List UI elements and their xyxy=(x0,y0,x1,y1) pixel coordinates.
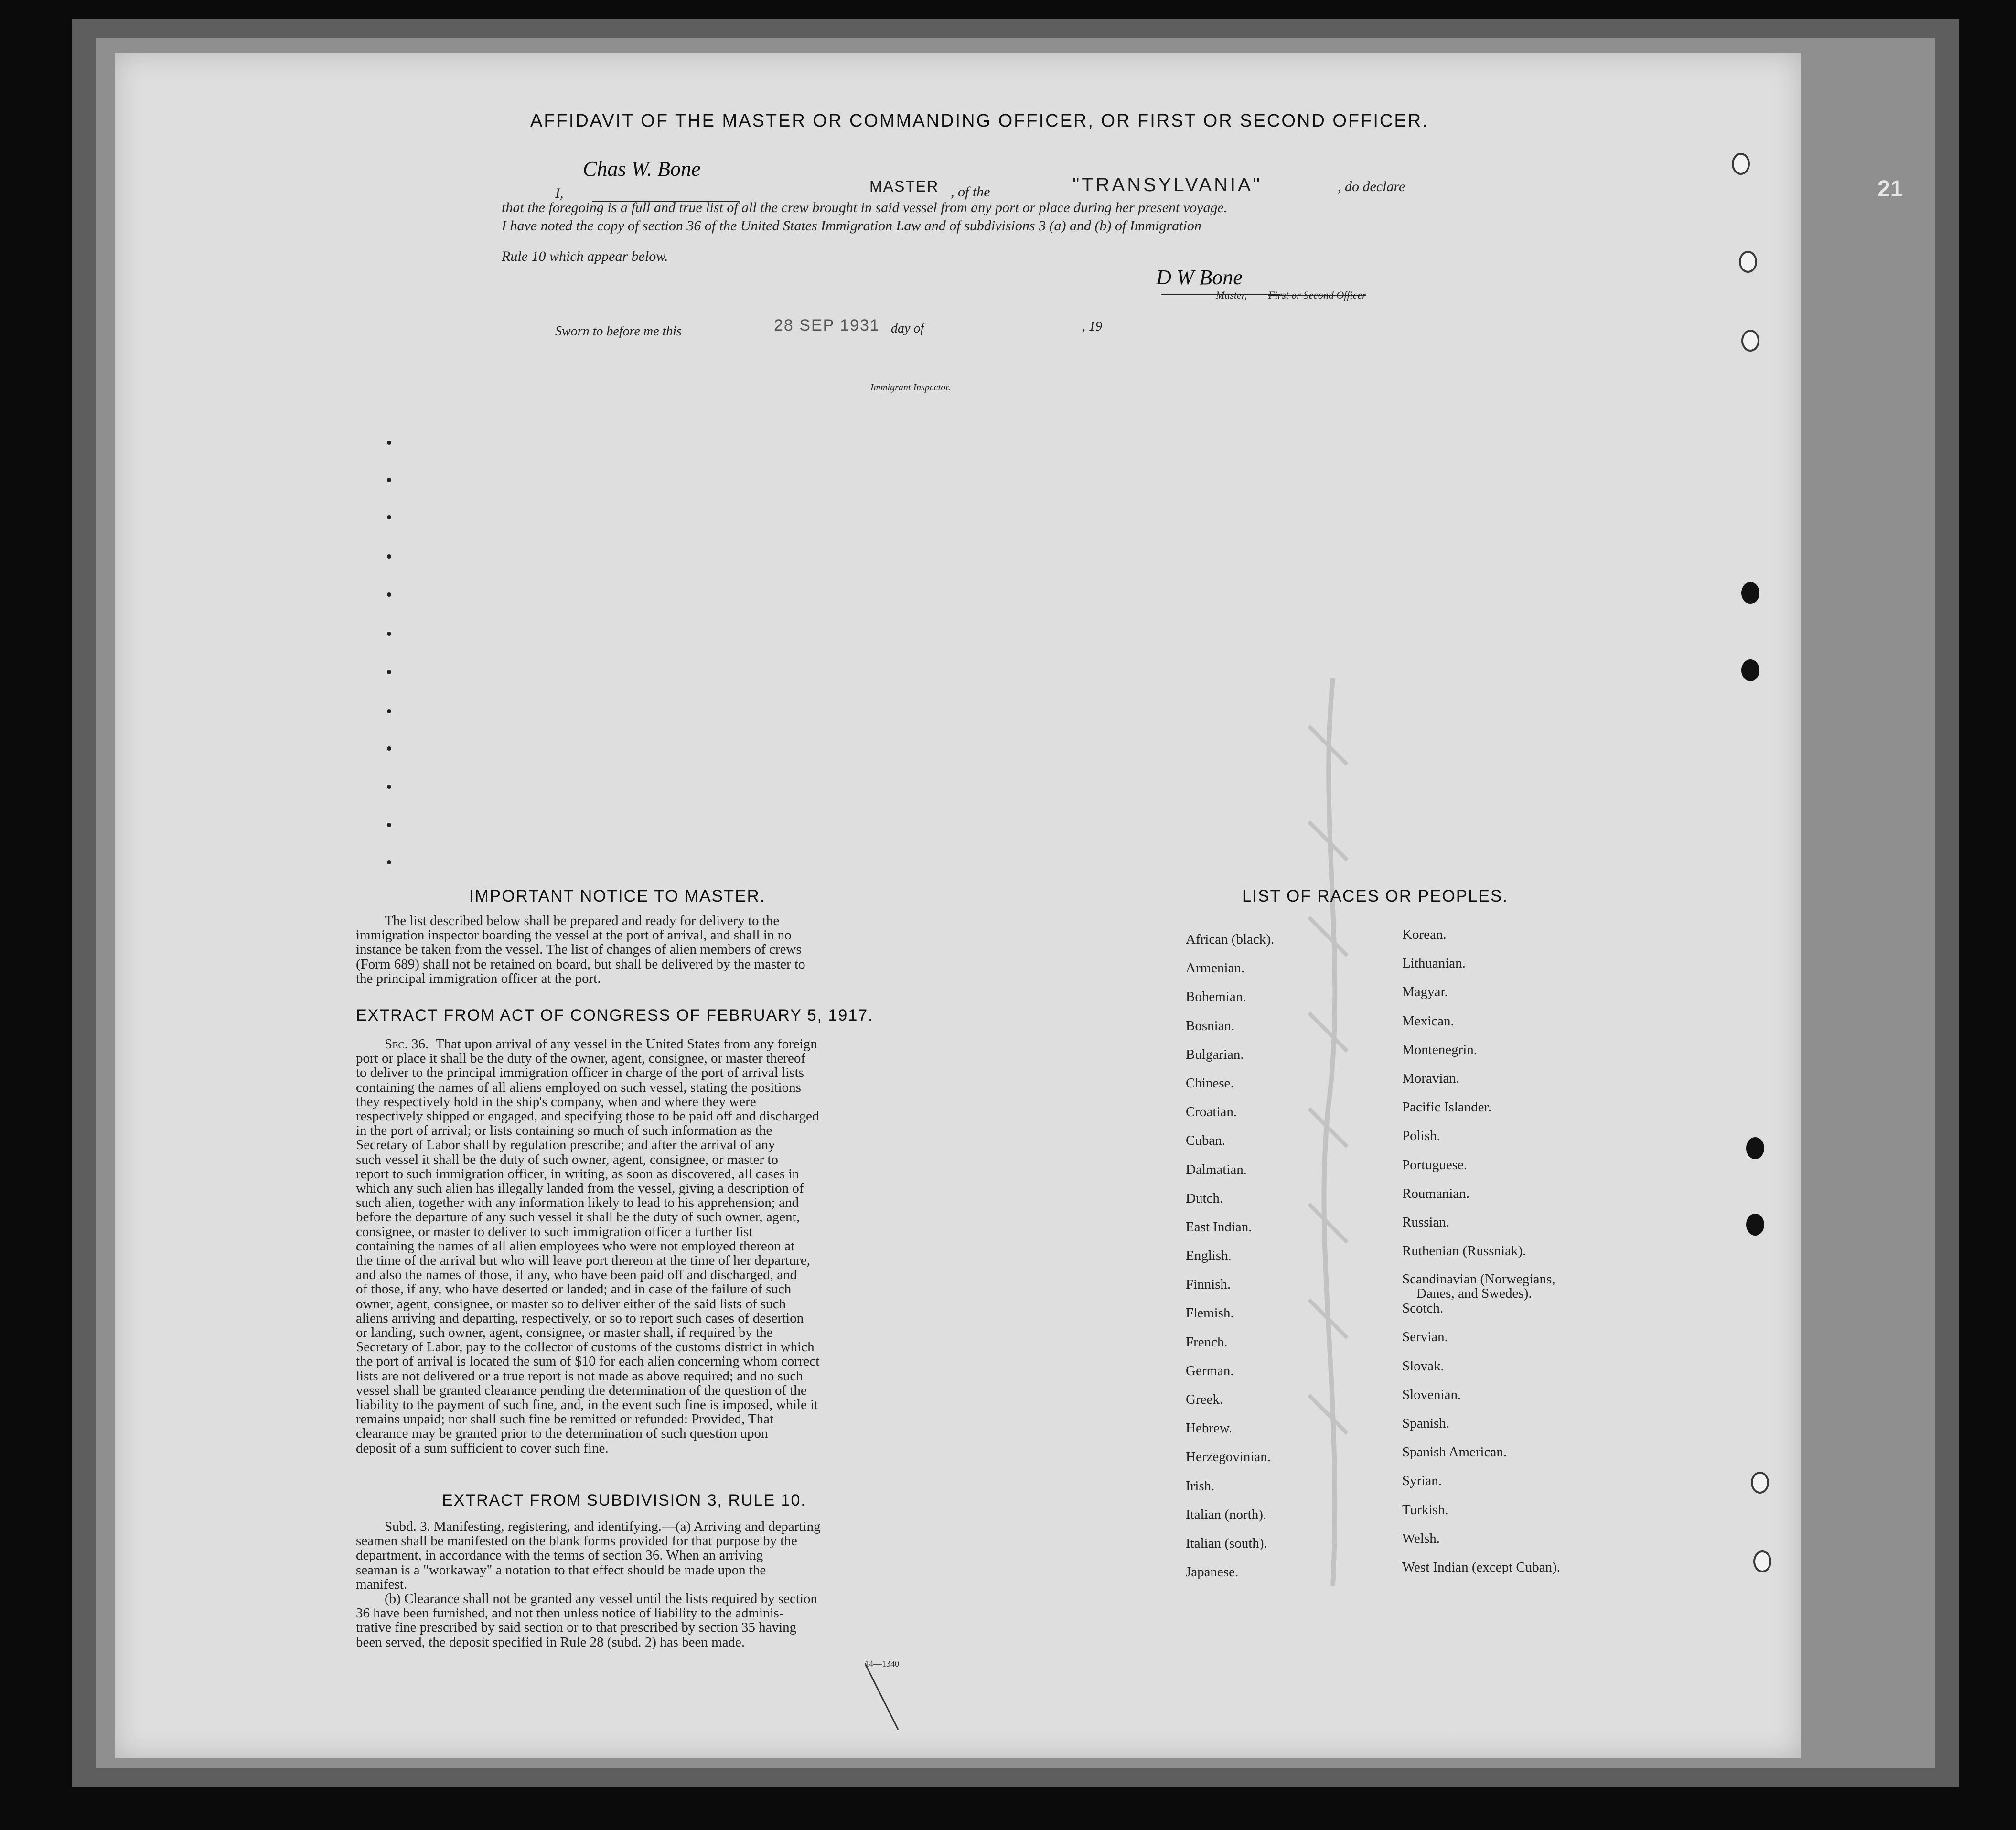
race-item: Ruthenian (Russniak). xyxy=(1402,1243,1526,1259)
notice-body xyxy=(356,914,917,986)
row-dot xyxy=(387,860,391,864)
row-dot xyxy=(387,746,391,751)
act-line: aliens arriving and departing, respectively, or so to report such cases of desertion xyxy=(356,1310,804,1326)
race-item: Servian. xyxy=(1402,1329,1448,1345)
row-dot xyxy=(387,823,391,827)
act-line: which any such alien has illegally landed from the vessel, giving a description of xyxy=(356,1181,804,1196)
race-item: Turkish. xyxy=(1402,1502,1448,1518)
act-line: in the port of arrival; or lists containing so much of such information as the xyxy=(356,1123,772,1139)
extract-rule-body xyxy=(356,1519,917,1649)
rule-line: seaman is a "workaway" a notation to that effect should be made upon the xyxy=(356,1562,766,1578)
act-line: lists are not delivered or a true report is not made as above required; and no such xyxy=(356,1368,803,1384)
act-line: Secretary of Labor shall by regulation prescribe; and after the arrival of any xyxy=(356,1137,775,1153)
master-signature: Chas W. Bone xyxy=(583,157,701,181)
day-of-text: day of xyxy=(891,321,924,336)
act-line: such vessel it shall be the duty of such owner, agent, consignee, or master to xyxy=(356,1152,778,1167)
notice-line: immigration inspector boarding the vessel at the port of arrival, and shall in no xyxy=(356,927,792,943)
ship-name: "TRANSYLVANIA" xyxy=(1072,174,1262,195)
race-item: Scandinavian (Norwegians, xyxy=(1402,1271,1555,1287)
race-item: Bulgarian. xyxy=(1186,1046,1244,1062)
race-item: Italian (south). xyxy=(1186,1535,1267,1551)
rule-line: manifest. xyxy=(356,1576,407,1592)
race-item: Polish. xyxy=(1402,1128,1440,1144)
year-text: , 19 xyxy=(1082,319,1102,334)
affidavit-line-2: that the foregoing is a full and true list of all the crew brought in said vessel from any port or place during her present voyage. xyxy=(502,200,1228,215)
race-item: Irish. xyxy=(1186,1478,1215,1494)
races-left-column xyxy=(1186,932,1274,1593)
punch-hole xyxy=(1741,582,1759,604)
act-line: clearance may be granted prior to the determination of such question upon xyxy=(356,1426,768,1442)
act-line: they respectively hold in the ship's company, when and where they were xyxy=(356,1094,756,1109)
notice-title: IMPORTANT NOTICE TO MASTER. xyxy=(469,887,766,905)
row-dot xyxy=(387,670,391,674)
race-item: Armenian. xyxy=(1186,960,1245,976)
punch-hole xyxy=(1746,1137,1764,1159)
row-dot xyxy=(387,709,391,713)
race-item: Spanish. xyxy=(1402,1416,1450,1431)
act-line: remains unpaid; nor shall such fine be remitted or refunded: Provided, That xyxy=(356,1411,774,1427)
extract-act-body xyxy=(356,1037,917,1455)
rule-line: seamen shall be manifested on the blank forms provided for that purpose by the xyxy=(356,1533,797,1549)
race-item: Spanish American. xyxy=(1402,1444,1507,1460)
race-item: Moravian. xyxy=(1402,1070,1459,1086)
act-line: consignee, or master to deliver to such immigration officer a further list xyxy=(356,1224,753,1239)
act-line: or landing, such owner, agent, consignee, or master shall, if required by the xyxy=(356,1325,773,1341)
notice-line: (Form 689) shall not be retained on board, but shall be delivered by the master to xyxy=(356,956,805,972)
race-item: Scotch. xyxy=(1402,1301,1444,1316)
act-line: deposit of a sum sufficient to cover such fine. xyxy=(356,1440,609,1456)
extract-rule-title: EXTRACT FROM SUBDIVISION 3, RULE 10. xyxy=(442,1491,806,1509)
affidavit-line-4: Rule 10 which appear below. xyxy=(502,248,668,264)
officer-signature: D W Bone xyxy=(1156,266,1243,289)
race-item: Bosnian. xyxy=(1186,1018,1235,1033)
pen-stroke xyxy=(865,1663,903,1734)
section-label: Sec. 36. xyxy=(385,1036,429,1052)
row-dot xyxy=(387,515,391,519)
footer-note: is punishable by a fine of Ten Dollars for each alien. See other side. xyxy=(1333,1726,1591,1737)
do-declare-text: , do declare xyxy=(1338,179,1405,194)
row-dot xyxy=(387,554,391,559)
act-line: That upon arrival of any vessel in the United States from any foreign xyxy=(435,1036,817,1052)
race-item: Finnish. xyxy=(1186,1277,1231,1292)
notice-line: instance be taken from the vessel. The list of changes of alien members of crews xyxy=(356,942,802,958)
act-line: of those, if any, who have deserted or landed; and in case of the failure of such xyxy=(356,1281,792,1297)
act-line: containing the names of all alien employees who were not employed thereon at xyxy=(356,1238,795,1254)
extract-act-title: EXTRACT FROM ACT OF CONGRESS OF FEBRUARY 5, 1917. xyxy=(356,1006,874,1024)
race-item: Pacific Islander. xyxy=(1402,1099,1491,1115)
row-dot xyxy=(387,592,391,597)
act-line: liability to the payment of such fine, and, in the event such fine is imposed, while it xyxy=(356,1397,818,1413)
punch-hole xyxy=(1751,1472,1769,1494)
race-item: East Indian. xyxy=(1186,1219,1252,1235)
race-item: West Indian (except Cuban). xyxy=(1402,1559,1561,1575)
race-item: French. xyxy=(1186,1334,1228,1350)
rule-line: 36 have been furnished, and not then unless notice of liability to the adminis- xyxy=(356,1605,784,1621)
row-dot xyxy=(387,478,391,482)
race-item: Montenegrin. xyxy=(1402,1042,1478,1057)
act-line: Secretary of Labor, pay to the collector of customs of the customs district in which xyxy=(356,1339,815,1355)
affidavit-line-3: I have noted the copy of section 36 of the United States Immigration Law and of subdivisions 3 (a) and (b) of Immigration xyxy=(502,218,1201,234)
act-line: vessel shall be granted clearance pending the determination of the question of the xyxy=(356,1382,807,1398)
rule-line: department, in accordance with the terms of section 36. When an arriving xyxy=(356,1548,763,1563)
master-role: Master, xyxy=(1216,289,1247,301)
punch-hole xyxy=(1741,659,1759,681)
race-item: Magyar. xyxy=(1402,984,1448,1000)
act-line: the port of arrival is located the sum of $10 for each alien concerning whom correct xyxy=(356,1354,820,1369)
race-item: Welsh. xyxy=(1402,1530,1440,1546)
race-item: Korean. xyxy=(1402,927,1447,942)
race-item: Chinese. xyxy=(1186,1075,1234,1091)
race-item: Dutch. xyxy=(1186,1190,1223,1206)
act-line: owner, agent, consignee, or master so to deliver either of the said lists of such xyxy=(356,1296,786,1312)
act-line: to deliver to the principal immigration officer in charge of the port of arrival lists xyxy=(356,1065,804,1081)
race-item: Herzegovinian. xyxy=(1186,1449,1271,1465)
affidavit-i: I, xyxy=(555,185,564,201)
inspector-label: Immigrant Inspector. xyxy=(870,382,951,393)
act-line: containing the names of all aliens employed on such vessel, stating the positions xyxy=(356,1079,801,1095)
race-item: Cuban. xyxy=(1186,1133,1225,1149)
race-item: Hebrew. xyxy=(1186,1421,1233,1436)
act-line: before the departure of any such vessel it shall be the duty of such owner, agent, xyxy=(356,1209,800,1225)
of-the-text: , of the xyxy=(951,184,990,200)
race-item: Dalmatian. xyxy=(1186,1162,1247,1177)
race-item: Roumanian. xyxy=(1402,1185,1469,1201)
race-item: Syrian. xyxy=(1402,1473,1442,1489)
struck-role: First or Second Officer xyxy=(1268,289,1366,301)
row-dot xyxy=(387,785,391,789)
race-item: German. xyxy=(1186,1363,1234,1378)
race-item: Russian. xyxy=(1402,1214,1450,1230)
punch-hole xyxy=(1753,1550,1771,1572)
race-item: Bohemian. xyxy=(1186,989,1246,1005)
act-line: report to such immigration officer, in writing, as soon as discovered, all cases in xyxy=(356,1166,799,1182)
act-line: such alien, together with any information likely to lead to his apprehension; and xyxy=(356,1195,799,1211)
sworn-text: Sworn to before me this xyxy=(555,324,682,339)
punch-hole xyxy=(1739,251,1757,273)
race-item: Lithuanian. xyxy=(1402,956,1466,971)
act-line: and also the names of those, if any, who have been paid off and discharged, and xyxy=(356,1267,797,1283)
race-item: Slovenian. xyxy=(1402,1387,1461,1402)
handwritten-tally-marks xyxy=(1290,678,1376,1586)
act-line-first xyxy=(356,1037,917,1051)
act-line: respectively shipped or engaged, and specifying those to be paid off and discharged xyxy=(356,1109,819,1124)
rule-line: Subd. 3. Manifesting, registering, and identifying.—(a) Arriving and departing xyxy=(385,1519,821,1534)
race-item: English. xyxy=(1186,1248,1232,1264)
rule-line: been served, the deposit specified in Rule 28 (subd. 2) has been made. xyxy=(356,1634,745,1650)
date-stamp: 28 SEP 1931 xyxy=(774,316,880,334)
race-item: Flemish. xyxy=(1186,1305,1234,1321)
rule-line: (b) Clearance shall not be granted any vessel until the lists required by section xyxy=(385,1591,817,1607)
race-item: Japanese. xyxy=(1186,1564,1239,1580)
race-item: Mexican. xyxy=(1402,1013,1454,1029)
form-number: 14—1340 xyxy=(865,1659,899,1669)
act-line: port or place it shall be the duty of the owner, agent, consignee, or master thereof xyxy=(356,1051,806,1066)
punch-hole xyxy=(1746,1214,1764,1236)
page-number: 21 xyxy=(1877,176,1903,202)
race-item: Portuguese. xyxy=(1402,1157,1468,1173)
notice-line: The list described below shall be prepared and ready for delivery to the xyxy=(385,913,780,928)
race-item: African (black). xyxy=(1186,932,1275,947)
race-item: Slovak. xyxy=(1402,1358,1444,1374)
race-item: Italian (north). xyxy=(1186,1507,1267,1522)
races-title: LIST OF RACES OR PEOPLES. xyxy=(1242,887,1509,905)
race-item: Greek. xyxy=(1186,1392,1223,1407)
races-right-column xyxy=(1402,927,1560,1588)
notice-line: the principal immigration officer at the port. xyxy=(356,970,601,986)
master-label: MASTER xyxy=(869,178,939,195)
race-item-continued: Danes, and Swedes). xyxy=(1416,1286,1532,1302)
punch-hole xyxy=(1732,153,1750,175)
punch-hole xyxy=(1741,330,1759,352)
race-item-scandinavian xyxy=(1402,1272,1560,1301)
affidavit-title: AFFIDAVIT OF THE MASTER OR COMMANDING OFFICER, OR FIRST OR SECOND OFFICER. xyxy=(530,111,1429,131)
race-item: Croatian. xyxy=(1186,1104,1237,1120)
row-dot xyxy=(387,441,391,445)
row-dot xyxy=(387,632,391,636)
act-line: the time of the arrival but who will leave port thereon at the time of her departure, xyxy=(356,1253,811,1269)
rule-line: trative fine prescribed by said section or to that prescribed by section 35 having xyxy=(356,1620,797,1636)
